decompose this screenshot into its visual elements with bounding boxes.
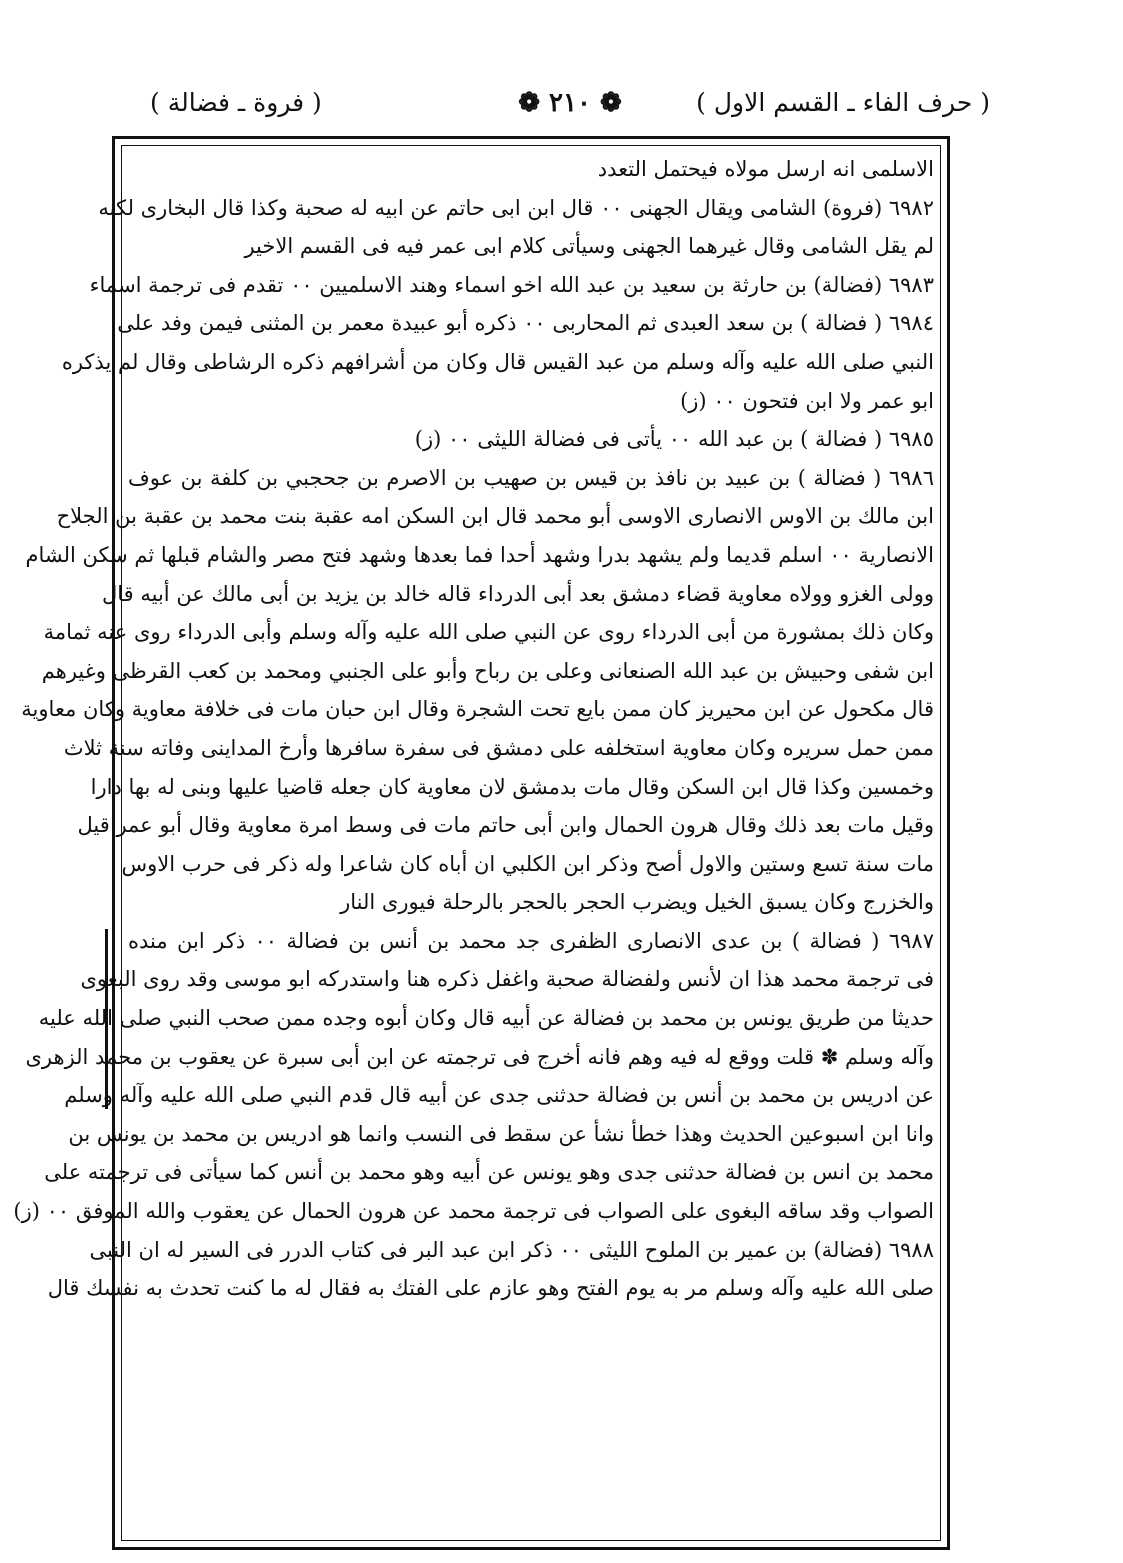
entry-6987-line-7: محمد بن انس بن فضالة حدثنى جدى وهو يونس عن أبيه وهو محمد بن أنس كما سيأتى فى ترجمته على (44, 1160, 934, 1185)
entry-6987-line-3: حديثا من طريق يونس بن محمد بن فضالة عن أبيه قال وكان أبوه وجده ممن صحب النبي صلى الله عليه (38, 1006, 934, 1031)
entry-6983-line-1: ٦٩٨٣ (فضالة) بن حارثة بن سعيد بن عبد الله اخو اسماء وهند الاسلميين ٠٠ تقدم فى ترجمة اسماء (89, 272, 934, 297)
entry-6986-line-3: الانصارية ٠٠ اسلم قديما ولم يشهد بدرا وشهد أحدا فما بعدها وشهد فتح مصر والشام قبلها ثم سكن الشام (25, 542, 934, 567)
entry-6987-line-8: الصواب وقد ساقه البغوى على الصواب فى ترجمة محمد عن هرون الحمال عن يعقوب والله الموفق ٠٠ (ز) (13, 1199, 934, 1224)
entry-6987-line-6: وانا ابن اسبوعين الحديث وهذا خطأ نشأ عن سقط فى النسب وانما هو ادريس بن محمد بن يونس بن (68, 1121, 934, 1146)
entry-6986-line-7: قال مكحول عن ابن محيريز كان ممن بايع تحت الشجرة وقال ابن حبان مات فى خلافة معاوية وكان معاوية (21, 697, 934, 722)
entry-6986-line-4: وولى الغزو وولاه معاوية قضاء دمشق بعد أبى الدرداء قاله خالد بن يزيد بن أبى مالك عن أبيه قال (102, 581, 934, 606)
entry-6987-line-4: وآله وسلم ✽ قلت ووقع له فيه وهم فانه أخرج فى ترجمته عن ابن أبى سبرة عن يعقوب بن محمد الزهرى (25, 1044, 934, 1069)
entry-6987-line-1: ٦٩٨٧ ( فضالة ) بن عدى الانصارى الظفرى جد محمد بن أنس بن فضالة ٠٠ ذكر ابن منده (128, 928, 934, 953)
entry-6984-line-3: ابو عمر ولا ابن فتحون ٠٠ (ز) (680, 388, 934, 413)
entry-6982-line-1: ٦٩٨٢ (فروة) الشامى ويقال الجهنى ٠٠ قال ابن ابى حاتم عن ابيه له صحبة وكذا قال البخارى لكنه (98, 195, 934, 220)
running-head-section: ( حرف الفاء ـ القسم الاول ) (696, 88, 990, 117)
entry-6984-line-2: النبي صلى الله عليه وآله وسلم من عبد القيس قال وكان من أشرافهم ذكره الرشاطى وقال لم يذكره (61, 349, 934, 374)
page-number: ❁ ٢١٠ ❁ (518, 88, 622, 118)
running-head (150, 78, 990, 134)
entry-6987-line-5: عن ادريس بن محمد بن أنس بن فضالة حدثنى جدى عن أبيه قال قدم النبي صلى الله عليه وآله وسلم (64, 1083, 934, 1108)
entry-6986-line-10: وقيل مات بعد ذلك وقال هرون الحمال وابن أبى حاتم مات فى وسط امرة معاوية وقال أبو عمر قيل (77, 813, 934, 838)
entry-6986-line-6: ابن شفى وحبيش بن عبد الله الصنعانى وعلى بن رباح وأبو على الجنبي ومحمد بن كعب القرظى وغيرهم (41, 658, 934, 683)
entry-6986-line-9: وخمسين وكذا قال ابن السكن وقال مات بدمشق لان معاوية كان جعله قاضيا عليها وبنى له بها دارا (90, 774, 934, 799)
entry-6986-line-11: مات سنة تسع وستين والاول أصح وذكر ابن الكلبي ان أباه كان شاعرا وله ذكر فى حرب الاوس (121, 851, 934, 876)
entry-6986-line-5: وكان ذلك بمشورة من أبى الدرداء روى عن النبي صلى الله عليه وآله وسلم وأبى الدرداء روى عنه ثمامة (43, 620, 934, 645)
entry-6984-line-1: ٦٩٨٤ ( فضالة ) بن سعد العبدى ثم المحاربى ٠٠ ذكره أبو عبيدة معمر بن المثنى فيمن وفد على (117, 311, 934, 336)
entry-6988-line-2: صلى الله عليه وآله وسلم مر به يوم الفتح وهو عازم على الفتك به فقال له ما كنت تحدث به نفسك قال (47, 1276, 934, 1301)
entry-6986-line-12: والخزرج وكان يسبق الخيل ويضرب الحجر بالحجر بالرحلة فيورى النار (340, 890, 934, 915)
entry-6986-line-1: ٦٩٨٦ ( فضالة ) بن عبيد بن نافذ بن قيس بن صهيب بن الاصرم بن جحجبي بن كلفة بن عوف (128, 465, 934, 490)
page-body (13, 150, 934, 1308)
entry-6982-line-2: لم يقل الشامى وقال غيرهما الجهنى وسيأتى كلام ابى عمر فيه فى القسم الاخير (244, 234, 934, 259)
running-head-entries: ( فروة ـ فضالة ) (150, 88, 322, 117)
entry-6986-line-8: ممن حمل سريره وكان معاوية استخلفه على دمشق فى سفرة سافرها وأرخ المداينى وفاته سنة ثلاث (63, 735, 934, 760)
entry-6986-line-2: ابن مالك بن الاوس الانصارى الاوسى أبو محمد قال ابن السكن امه عقبة بنت محمد بن عقبة بن الجلاح (56, 504, 934, 529)
text-line-1: الاسلمى انه ارسل مولاه فيحتمل التعدد (597, 157, 934, 181)
entry-6987-line-2: فى ترجمة محمد هذا ان لأنس ولفضالة صحبة واغفل ذكره هنا واستدركه ابو موسى وقد روى البغوى (80, 967, 934, 992)
entry-6985-line-1: ٦٩٨٥ ( فضالة ) بن عبد الله ٠٠ يأتى فى فضالة الليثى ٠٠ (ز) (414, 427, 934, 452)
entry-6988-line-1: ٦٩٨٨ (فضالة) بن عمير بن الملوح الليثى ٠٠ ذكر ابن عبد البر فى كتاب الدرر فى السير له ان النبى (89, 1237, 934, 1262)
